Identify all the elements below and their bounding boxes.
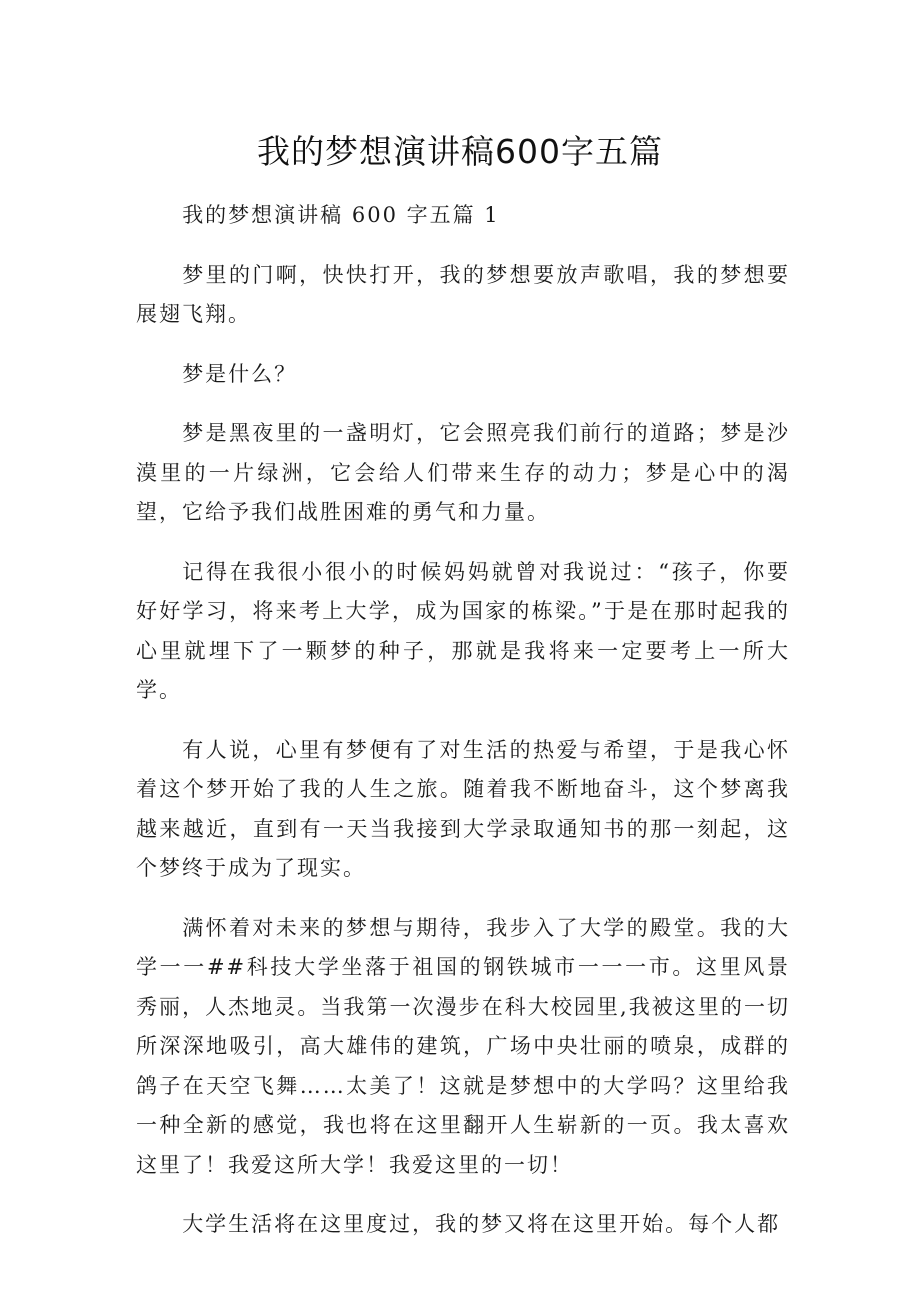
paragraph-2: 梦是什么？ — [182, 361, 298, 386]
section-heading: 我的梦想演讲稿 600 字五篇 1 — [182, 203, 500, 227]
paragraph-7: 大学生活将在这里度过，我的梦又将在这里开始。每个人都 — [182, 1212, 781, 1236]
paragraph-3: 梦是黑夜里的一盏明灯，它会照亮我们前行的道路；梦是沙漠里的一片绿洲，它会给人们带来生存的动力；梦是心中的渴望，它给予我们战胜困难的勇气和力量。 — [136, 421, 790, 524]
document-title: 我的梦想演讲稿600字五篇 — [257, 132, 663, 171]
document-body — [136, 196, 790, 1265]
paragraph-5: 有人说，心里有梦便有了对生活的热爱与希望，于是我心怀着这个梦开始了我的人生之旅。随着我不断地奋斗，这个梦离我越来越近，直到有一天当我接到大学录取通知书的那一刻起，这个梦终于成为了现实。 — [136, 737, 790, 880]
paragraph-6: 满怀着对未来的梦想与期待，我步入了大学的殿堂。我的大学一一##科技大学坐落于祖国的钢铁城市一一一市。这里风景秀丽，人杰地灵。当我第一次漫步在科大校园里,我被这里的一切所深深地吸引，高大雄伟的建筑，广场中央壮丽的喷泉，成群的鸽子在天空飞舞……太美了！这就是梦想中的大学吗？这里给我一种全新的感觉，我也将在这里翻开人生崭新的一页。我太喜欢这里了！我爱这所大学！我爱这里的一切！ — [136, 915, 790, 1177]
paragraph-1: 梦里的门啊，快快打开，我的梦想要放声歌唱，我的梦想要展翅飞翔。 — [136, 262, 790, 326]
paragraph-4: 记得在我很小很小的时候妈妈就曾对我说过：“孩子，你要好好学习，将来考上大学，成为国家的栋梁。”于是在那时起我的心里就埋下了一颗梦的种子，那就是我将来一定要考上一所大学。 — [136, 559, 790, 702]
